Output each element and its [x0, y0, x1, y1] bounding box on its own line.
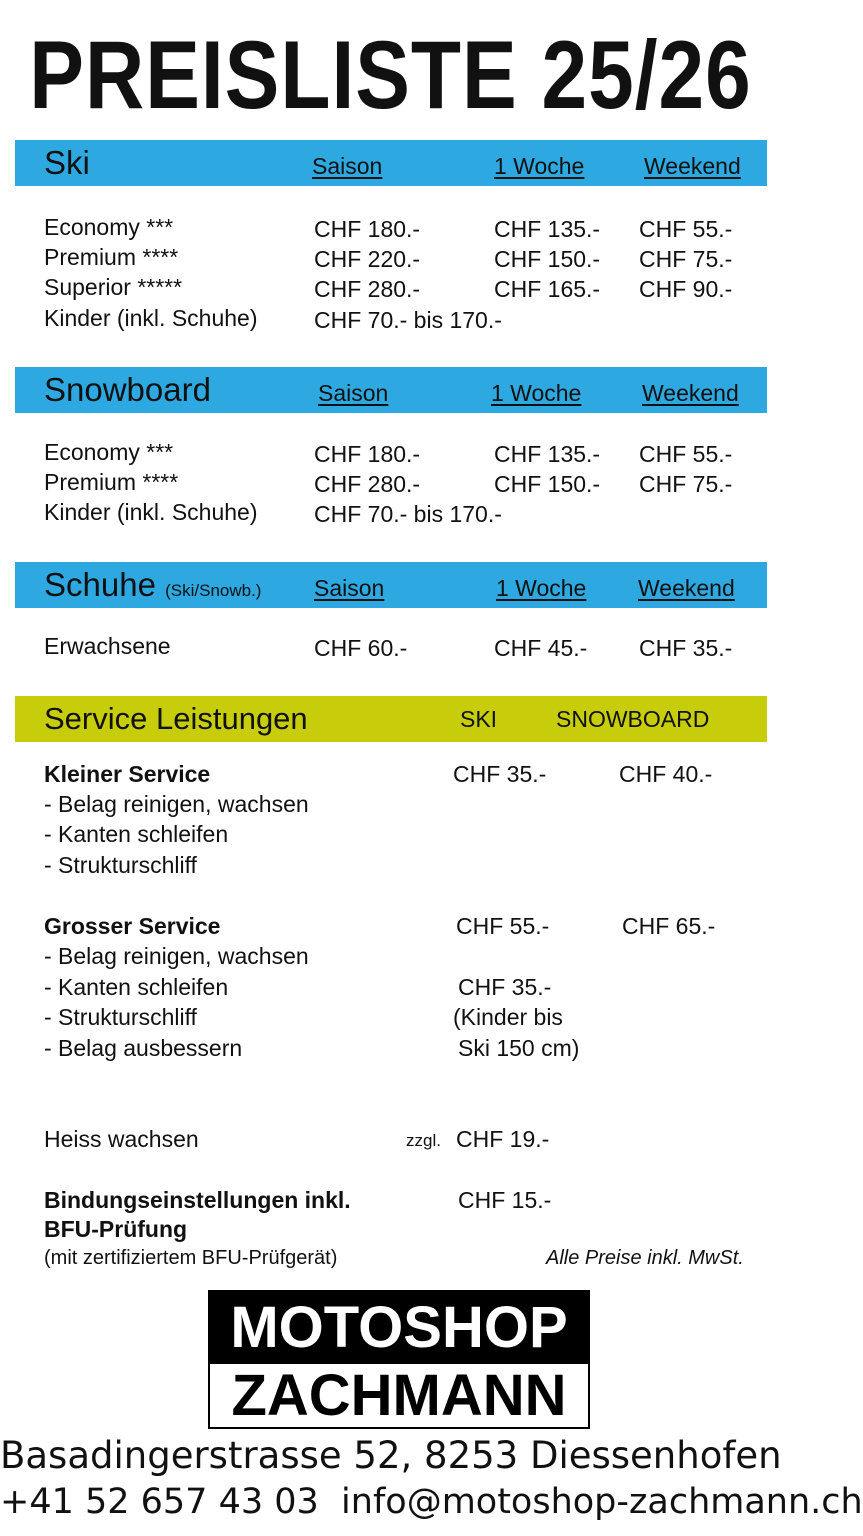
- grosser-service-title: Grosser Service: [44, 913, 221, 939]
- service-col-ski: SKI: [460, 706, 498, 732]
- ski-price: CHF 90.-: [639, 276, 733, 302]
- snowboard-price: CHF 180.-: [314, 441, 421, 467]
- schuhe-heading: [44, 562, 261, 614]
- snowboard-price: CHF 150.-: [494, 471, 601, 497]
- bindung-label: Bindungseinstellungen inkl.: [44, 1187, 351, 1213]
- heiss-wachsen-price: CHF 19.-: [456, 1126, 550, 1152]
- logo: [208, 1290, 590, 1429]
- schuhe-col-weekend: Weekend: [638, 575, 735, 601]
- service-heading: Service Leistungen: [44, 701, 308, 736]
- bindung-label-2: BFU-Prüfung: [44, 1216, 188, 1242]
- snowboard-col-saison: Saison: [318, 380, 389, 406]
- service-item: - Kanten schleifen: [44, 821, 229, 847]
- schuhe-section-header: [15, 562, 767, 608]
- snowboard-price: CHF 70.- bis 170.-: [314, 501, 502, 527]
- service-item: - Strukturschliff: [44, 852, 197, 878]
- bindung-note: (mit zertifiziertem BFU-Prüfgerät): [44, 1247, 338, 1269]
- ski-section-header: [15, 140, 767, 186]
- schuhe-price: CHF 35.-: [639, 635, 733, 661]
- schuhe-col-woche: 1 Woche: [496, 575, 587, 601]
- schuhe-row-label: Erwachsene: [44, 633, 171, 659]
- kleiner-service-title: Kleiner Service: [44, 761, 211, 787]
- snowboard-row-label: Economy ***: [44, 439, 174, 465]
- ski-price: CHF 150.-: [494, 246, 601, 272]
- grosser-service-ski-price: CHF 55.-: [456, 913, 550, 939]
- heiss-wachsen-prefix: zzgl.: [406, 1131, 441, 1150]
- snowboard-col-weekend: Weekend: [642, 380, 739, 406]
- service-item: - Belag reinigen, wachsen: [44, 791, 309, 817]
- service-item: - Belag ausbessern: [44, 1035, 243, 1061]
- bindung-price: CHF 15.-: [458, 1187, 552, 1213]
- snowboard-price: CHF 135.-: [494, 441, 601, 467]
- kinder-note: Ski 150 cm): [458, 1035, 580, 1061]
- schuhe-col-saison: Saison: [314, 575, 385, 601]
- ski-price: CHF 75.-: [639, 246, 733, 272]
- snowboard-col-woche: 1 Woche: [491, 380, 582, 406]
- snowboard-price: CHF 75.-: [639, 471, 733, 497]
- address: Basadingerstrasse 52, 8253 Diessenhofen: [0, 1434, 782, 1477]
- ski-price: CHF 135.-: [494, 216, 601, 242]
- ski-price: CHF 55.-: [639, 216, 733, 242]
- schuhe-subheading: (Ski/Snowb.): [165, 581, 262, 600]
- snowboard-row-label: Premium ****: [44, 469, 179, 495]
- service-item: - Strukturschliff: [44, 1004, 197, 1030]
- kinder-service-price: CHF 35.-: [458, 974, 552, 1000]
- kinder-note: (Kinder bis: [453, 1004, 563, 1030]
- page-title: PREISLISTE 25/26: [29, 22, 752, 130]
- ski-row-label: Economy ***: [44, 214, 174, 240]
- snowboard-price: CHF 280.-: [314, 471, 421, 497]
- snowboard-price: CHF 55.-: [639, 441, 733, 467]
- logo-line-2: ZACHMANN: [231, 1363, 567, 1428]
- ski-col-weekend: Weekend: [644, 153, 741, 179]
- vat-note: Alle Preise inkl. MwSt.: [546, 1247, 744, 1269]
- phone[interactable]: +41 52 657 43 03: [0, 1482, 319, 1522]
- logo-line-1: MOTOSHOP: [210, 1292, 588, 1364]
- schuhe-price: CHF 60.-: [314, 635, 408, 661]
- snowboard-section-header: [15, 367, 767, 413]
- schuhe-price: CHF 45.-: [494, 635, 588, 661]
- snowboard-heading: Snowboard: [44, 371, 211, 408]
- heiss-wachsen-label: Heiss wachsen: [44, 1126, 199, 1152]
- ski-price: CHF 180.-: [314, 216, 421, 242]
- kleiner-service-ski-price: CHF 35.-: [453, 761, 547, 787]
- email-link[interactable]: info@motoshop-zachmann.ch: [341, 1482, 863, 1522]
- ski-row-label: Kinder (inkl. Schuhe): [44, 305, 258, 331]
- snowboard-row-label: Kinder (inkl. Schuhe): [44, 499, 258, 525]
- ski-row-label: Premium ****: [44, 244, 179, 270]
- ski-col-woche: 1 Woche: [494, 153, 585, 179]
- ski-price: CHF 220.-: [314, 246, 421, 272]
- service-col-snowboard: SNOWBOARD: [556, 706, 710, 732]
- schuhe-heading-text: Schuhe: [44, 566, 156, 603]
- service-item: - Belag reinigen, wachsen: [44, 943, 309, 969]
- ski-heading: Ski: [44, 144, 90, 181]
- ski-col-saison: Saison: [312, 153, 383, 179]
- ski-price: CHF 280.-: [314, 276, 421, 302]
- service-item: - Kanten schleifen: [44, 974, 229, 1000]
- ski-price: CHF 165.-: [494, 276, 601, 302]
- kleiner-service-snowboard-price: CHF 40.-: [619, 761, 713, 787]
- ski-row-label: Superior *****: [44, 274, 183, 300]
- contact-line: [0, 1482, 863, 1522]
- service-section-header: [15, 696, 767, 742]
- ski-price: CHF 70.- bis 170.-: [314, 307, 502, 333]
- grosser-service-snowboard-price: CHF 65.-: [622, 913, 716, 939]
